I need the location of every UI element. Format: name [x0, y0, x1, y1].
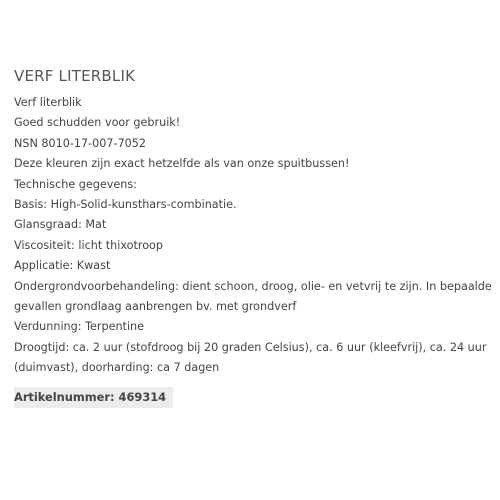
description-line: Ondergrondvoorbehandeling: dient schoon, droog, olie- en vetvrij te zijn. In bepaalde gevallen grondlaag aanbrengen bv. met grondverf [14, 279, 492, 314]
description-line: Deze kleuren zijn exact hetzelfde als van onze spuitbussen! [14, 157, 350, 171]
description-line: Droogtijd: ca. 2 uur (stofdroog bij 20 graden Celsius), ca. 6 uur (kleefvrij), ca. 24 uur (duimvast), doorharding: ca 7 dagen [14, 340, 487, 375]
description-line: Goed schudden voor gebruik! [14, 116, 181, 130]
product-title: VERF LITERBLIK [14, 67, 136, 85]
description-line: Applicatie: Kwast [14, 259, 111, 273]
description-line: Verf literblik [14, 96, 82, 109]
article-number-bar [14, 387, 173, 408]
description-line: Viscositeit: licht thixotroop [14, 238, 164, 252]
description-line: Glansgraad: Mat [14, 218, 107, 232]
description-line: Verdunning: Terpentine [14, 320, 145, 334]
description-line: Technische gegevens: [14, 177, 137, 191]
description-line: Basis: High-Solid-kunsthars-combinatie. [14, 198, 237, 212]
article-number-value: 469314 [118, 389, 167, 404]
article-number-label: Artikelnummer: [14, 389, 115, 404]
product-description [14, 93, 500, 379]
description-line: NSN 8010-17-007-7052 [14, 136, 147, 150]
product-info [14, 66, 500, 408]
